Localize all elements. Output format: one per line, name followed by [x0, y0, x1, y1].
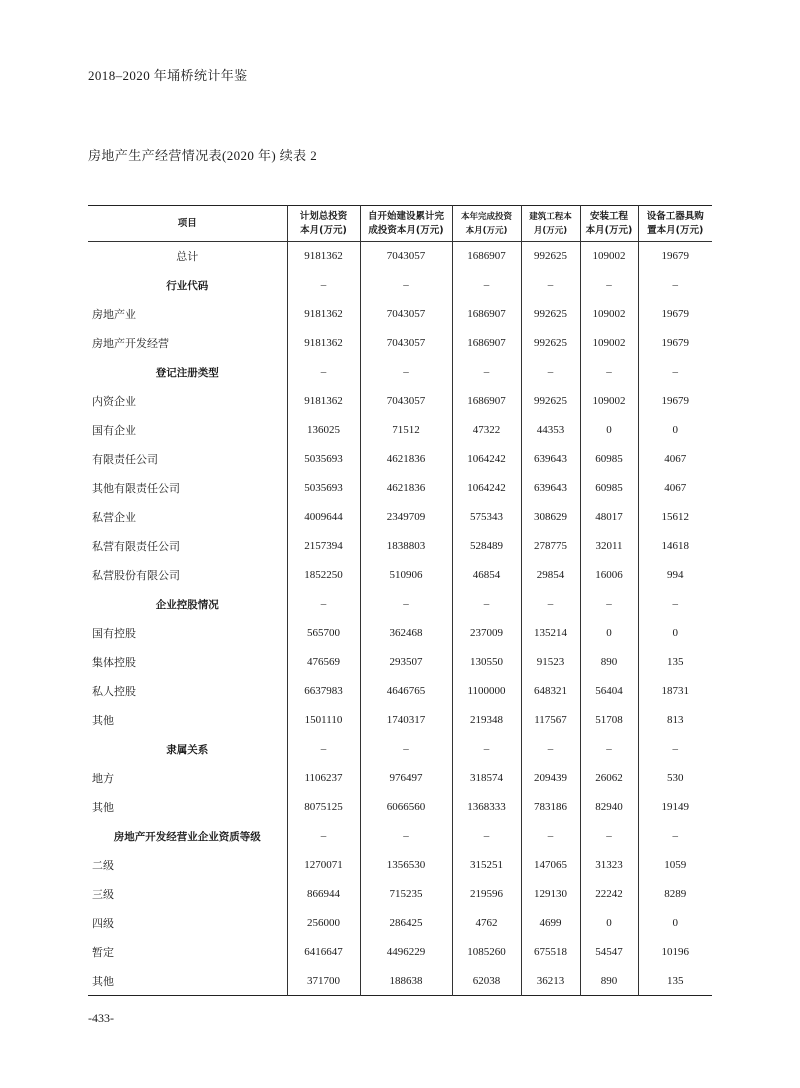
construction-works-cell: 36213 [521, 967, 580, 996]
installation-works-cell: 109002 [580, 300, 638, 329]
construction-works-cell: 209439 [521, 764, 580, 793]
row-label: 其他 [92, 975, 114, 988]
annual-completed-investment-cell: 1085260 [452, 938, 521, 967]
construction-works-cell: 278775 [521, 532, 580, 561]
table-row [88, 909, 712, 938]
annual-completed-investment-cell: 1368333 [452, 793, 521, 822]
equipment-purchase-cell: 4067 [638, 474, 712, 503]
annual-completed-investment-cell: – [452, 590, 521, 619]
annual-completed-investment-cell: 219348 [452, 706, 521, 735]
cumulative-completed-investment-cell: – [360, 735, 452, 764]
section-heading: 房地产开发经营业企业资质等级 [113, 830, 261, 843]
column-header-line: 自开始建设累计完 [367, 210, 444, 222]
cumulative-completed-investment-cell: 286425 [360, 909, 452, 938]
table-row [88, 764, 712, 793]
annual-completed-investment-cell: 62038 [452, 967, 521, 996]
planned-total-investment-cell: 866944 [287, 880, 360, 909]
cumulative-completed-investment-cell: – [360, 822, 452, 851]
construction-works-cell: 992625 [521, 329, 580, 358]
column-header-equipment-purchase [638, 206, 712, 242]
equipment-purchase-cell: 15612 [638, 503, 712, 532]
table-row [88, 851, 712, 880]
planned-total-investment-cell: – [287, 735, 360, 764]
table-row [88, 532, 712, 561]
column-header-cumulative-completed-investment [360, 206, 452, 242]
cumulative-completed-investment-cell: 4496229 [360, 938, 452, 967]
row-label: 国有企业 [92, 425, 136, 437]
construction-works-cell: 44353 [521, 416, 580, 445]
planned-total-investment-cell: 256000 [287, 909, 360, 938]
column-header-line: 本月(万元) [300, 224, 347, 236]
installation-works-cell: 51708 [580, 706, 638, 735]
planned-total-investment-cell: 1106237 [287, 764, 360, 793]
column-header-planned-total-investment [287, 206, 360, 242]
table-header [88, 206, 712, 242]
column-header-line: 设备工器具购 [646, 210, 704, 222]
column-header-line: 项目 [177, 217, 197, 229]
total-row [88, 242, 712, 271]
table-title: 房地产生产经营情况表(2020 年) 续表 2 [88, 148, 318, 163]
cumulative-completed-investment-cell: 7043057 [360, 300, 452, 329]
annual-completed-investment-cell: 237009 [452, 619, 521, 648]
cumulative-completed-investment-cell: 510906 [360, 561, 452, 590]
annual-completed-investment-cell: – [452, 822, 521, 851]
equipment-purchase-cell: 19679 [638, 300, 712, 329]
installation-works-cell: – [580, 735, 638, 764]
planned-total-investment-cell: – [287, 590, 360, 619]
installation-works-cell: 890 [580, 967, 638, 996]
cumulative-completed-investment-cell: 293507 [360, 648, 452, 677]
row-label: 有限责任公司 [92, 454, 158, 466]
row-label: 私人控股 [92, 686, 136, 698]
table-row [88, 300, 712, 329]
construction-works-cell: – [521, 271, 580, 300]
annual-completed-investment-cell: 318574 [452, 764, 521, 793]
installation-works-cell: – [580, 822, 638, 851]
annual-completed-investment-cell: 4762 [452, 909, 521, 938]
table-row [88, 561, 712, 590]
installation-works-cell: 54547 [580, 938, 638, 967]
planned-total-investment-cell: 2157394 [287, 532, 360, 561]
column-header-line: 安装工程 [589, 210, 628, 222]
construction-works-cell: – [521, 358, 580, 387]
annual-completed-investment-cell: 1686907 [452, 242, 521, 271]
equipment-purchase-cell: 8289 [638, 880, 712, 909]
equipment-purchase-cell: 135 [638, 967, 712, 996]
annual-completed-investment-cell: – [452, 271, 521, 300]
cumulative-completed-investment-cell: 1740317 [360, 706, 452, 735]
table-row [88, 387, 712, 416]
equipment-purchase-cell: 0 [638, 416, 712, 445]
construction-works-cell: 639643 [521, 445, 580, 474]
construction-works-cell: 992625 [521, 387, 580, 416]
cumulative-completed-investment-cell: – [360, 271, 452, 300]
construction-works-cell: 308629 [521, 503, 580, 532]
running-header: 2018–2020 年埇桥统计年鉴 [88, 68, 248, 83]
installation-works-cell: 82940 [580, 793, 638, 822]
construction-works-cell: 639643 [521, 474, 580, 503]
total-label: 总计 [176, 251, 199, 264]
column-header-line: 本月(万元) [465, 225, 508, 236]
planned-total-investment-cell: 9181362 [287, 242, 360, 271]
equipment-purchase-cell: – [638, 735, 712, 764]
planned-total-investment-cell: 6416647 [287, 938, 360, 967]
column-header-construction-works [521, 206, 580, 242]
row-label: 私营股份有限公司 [92, 570, 180, 582]
construction-works-cell: – [521, 590, 580, 619]
installation-works-cell: 109002 [580, 387, 638, 416]
table-row [88, 416, 712, 445]
column-header-annual-completed-investment [452, 206, 521, 242]
construction-works-cell: 783186 [521, 793, 580, 822]
table-body [88, 242, 712, 996]
planned-total-investment-cell: 1852250 [287, 561, 360, 590]
construction-works-cell: – [521, 822, 580, 851]
row-label: 地方 [92, 773, 114, 785]
table-row [88, 967, 712, 996]
cumulative-completed-investment-cell: 7043057 [360, 329, 452, 358]
construction-works-cell: 147065 [521, 851, 580, 880]
row-label: 私营企业 [92, 512, 136, 524]
table-row [88, 706, 712, 735]
cumulative-completed-investment-cell: 4646765 [360, 677, 452, 706]
planned-total-investment-cell: – [287, 358, 360, 387]
equipment-purchase-cell: 0 [638, 909, 712, 938]
installation-works-cell: 0 [580, 619, 638, 648]
planned-total-investment-cell: 565700 [287, 619, 360, 648]
row-label: 集体控股 [92, 657, 136, 669]
equipment-purchase-cell: 813 [638, 706, 712, 735]
annual-completed-investment-cell: 47322 [452, 416, 521, 445]
annual-completed-investment-cell: 1686907 [452, 329, 521, 358]
row-label: 内资企业 [92, 396, 136, 408]
equipment-purchase-cell: 994 [638, 561, 712, 590]
row-label: 其他 [92, 715, 114, 727]
annual-completed-investment-cell: 130550 [452, 648, 521, 677]
cumulative-completed-investment-cell: 715235 [360, 880, 452, 909]
column-header-item [88, 206, 287, 242]
construction-works-cell: 4699 [521, 909, 580, 938]
equipment-purchase-cell: 135 [638, 648, 712, 677]
cumulative-completed-investment-cell: 362468 [360, 619, 452, 648]
equipment-purchase-cell: 1059 [638, 851, 712, 880]
equipment-purchase-cell: 19679 [638, 242, 712, 271]
planned-total-investment-cell: 5035693 [287, 445, 360, 474]
installation-works-cell: 32011 [580, 532, 638, 561]
row-label: 其他 [92, 802, 114, 814]
table-row [88, 329, 712, 358]
table-row [88, 793, 712, 822]
annual-completed-investment-cell: 1686907 [452, 387, 521, 416]
cumulative-completed-investment-cell: 1838803 [360, 532, 452, 561]
planned-total-investment-cell: 9181362 [287, 329, 360, 358]
row-label: 私营有限责任公司 [92, 541, 180, 553]
installation-works-cell: 22242 [580, 880, 638, 909]
column-header-line: 成投资本月(万元) [368, 224, 444, 236]
row-label: 三级 [92, 889, 114, 901]
construction-works-cell: 91523 [521, 648, 580, 677]
table-row [88, 938, 712, 967]
section-heading: 行业代码 [166, 279, 209, 292]
cumulative-completed-investment-cell: 1356530 [360, 851, 452, 880]
equipment-purchase-cell: 10196 [638, 938, 712, 967]
construction-works-cell: 648321 [521, 677, 580, 706]
section-heading: 企业控股情况 [155, 598, 219, 611]
table-row [88, 445, 712, 474]
planned-total-investment-cell: 8075125 [287, 793, 360, 822]
equipment-purchase-cell: 14618 [638, 532, 712, 561]
equipment-purchase-cell: – [638, 590, 712, 619]
cumulative-completed-investment-cell: 7043057 [360, 387, 452, 416]
section-heading: 隶属关系 [166, 743, 209, 756]
column-header-line: 本年完成投资 [460, 211, 512, 222]
construction-works-cell: 135214 [521, 619, 580, 648]
cumulative-completed-investment-cell: 976497 [360, 764, 452, 793]
installation-works-cell: 26062 [580, 764, 638, 793]
row-label: 暂定 [92, 947, 114, 959]
cumulative-completed-investment-cell: 2349709 [360, 503, 452, 532]
annual-completed-investment-cell: 1100000 [452, 677, 521, 706]
planned-total-investment-cell: 5035693 [287, 474, 360, 503]
equipment-purchase-cell: 18731 [638, 677, 712, 706]
equipment-purchase-cell: 19149 [638, 793, 712, 822]
annual-completed-investment-cell: 1064242 [452, 474, 521, 503]
annual-completed-investment-cell: 1686907 [452, 300, 521, 329]
installation-works-cell: – [580, 590, 638, 619]
table-row [88, 677, 712, 706]
installation-works-cell: 48017 [580, 503, 638, 532]
section-heading-row [88, 271, 712, 300]
planned-total-investment-cell: 1501110 [287, 706, 360, 735]
installation-works-cell: – [580, 358, 638, 387]
equipment-purchase-cell: 19679 [638, 329, 712, 358]
section-heading-row [88, 358, 712, 387]
row-label: 二级 [92, 860, 114, 872]
annual-completed-investment-cell: 46854 [452, 561, 521, 590]
construction-works-cell: 675518 [521, 938, 580, 967]
equipment-purchase-cell: – [638, 822, 712, 851]
column-header-line: 月(万元) [533, 225, 568, 236]
row-label: 国有控股 [92, 628, 136, 640]
column-header-line: 计划总投资 [299, 210, 348, 222]
construction-works-cell: 117567 [521, 706, 580, 735]
annual-completed-investment-cell: 315251 [452, 851, 521, 880]
planned-total-investment-cell: 371700 [287, 967, 360, 996]
construction-works-cell: 992625 [521, 242, 580, 271]
column-header-installation-works [580, 206, 638, 242]
planned-total-investment-cell: 1270071 [287, 851, 360, 880]
cumulative-completed-investment-cell: – [360, 358, 452, 387]
row-label: 其他有限责任公司 [92, 483, 180, 495]
construction-works-cell: 129130 [521, 880, 580, 909]
annual-completed-investment-cell: 1064242 [452, 445, 521, 474]
planned-total-investment-cell: – [287, 822, 360, 851]
section-heading-row [88, 735, 712, 764]
annual-completed-investment-cell: 219596 [452, 880, 521, 909]
equipment-purchase-cell: – [638, 271, 712, 300]
equipment-purchase-cell: 4067 [638, 445, 712, 474]
installation-works-cell: 60985 [580, 445, 638, 474]
table-row [88, 880, 712, 909]
installation-works-cell: 56404 [580, 677, 638, 706]
table-row [88, 648, 712, 677]
planned-total-investment-cell: 476569 [287, 648, 360, 677]
table-row [88, 503, 712, 532]
planned-total-investment-cell: 6637983 [287, 677, 360, 706]
annual-completed-investment-cell: 528489 [452, 532, 521, 561]
installation-works-cell: 109002 [580, 329, 638, 358]
annual-completed-investment-cell: 575343 [452, 503, 521, 532]
section-heading-row [88, 590, 712, 619]
cumulative-completed-investment-cell: 4621836 [360, 474, 452, 503]
installation-works-cell: 0 [580, 909, 638, 938]
planned-total-investment-cell: 9181362 [287, 387, 360, 416]
equipment-purchase-cell: 19679 [638, 387, 712, 416]
row-label: 房地产开发经营 [92, 338, 169, 350]
cumulative-completed-investment-cell: 188638 [360, 967, 452, 996]
row-label: 四级 [92, 918, 114, 930]
row-label: 房地产业 [92, 309, 136, 321]
page-number: -433- [88, 1011, 114, 1025]
table-row [88, 619, 712, 648]
installation-works-cell: 16006 [580, 561, 638, 590]
construction-works-cell: 992625 [521, 300, 580, 329]
cumulative-completed-investment-cell: 71512 [360, 416, 452, 445]
installation-works-cell: 31323 [580, 851, 638, 880]
planned-total-investment-cell: 4009644 [287, 503, 360, 532]
cumulative-completed-investment-cell: – [360, 590, 452, 619]
column-header-line: 置本月(万元) [647, 224, 704, 236]
annual-completed-investment-cell: – [452, 735, 521, 764]
cumulative-completed-investment-cell: 4621836 [360, 445, 452, 474]
column-header-line: 建筑工程本 [529, 211, 572, 222]
construction-works-cell: 29854 [521, 561, 580, 590]
installation-works-cell: 0 [580, 416, 638, 445]
statistics-table [88, 205, 712, 996]
planned-total-investment-cell: – [287, 271, 360, 300]
installation-works-cell: 109002 [580, 242, 638, 271]
installation-works-cell: 890 [580, 648, 638, 677]
section-heading-row [88, 822, 712, 851]
table-header-row [88, 206, 712, 242]
equipment-purchase-cell: 0 [638, 619, 712, 648]
table-row [88, 474, 712, 503]
cumulative-completed-investment-cell: 6066560 [360, 793, 452, 822]
section-heading: 登记注册类型 [155, 366, 219, 379]
column-header-line: 本月(万元) [585, 224, 633, 236]
planned-total-investment-cell: 136025 [287, 416, 360, 445]
installation-works-cell: – [580, 271, 638, 300]
annual-completed-investment-cell: – [452, 358, 521, 387]
planned-total-investment-cell: 9181362 [287, 300, 360, 329]
cumulative-completed-investment-cell: 7043057 [360, 242, 452, 271]
equipment-purchase-cell: 530 [638, 764, 712, 793]
equipment-purchase-cell: – [638, 358, 712, 387]
installation-works-cell: 60985 [580, 474, 638, 503]
construction-works-cell: – [521, 735, 580, 764]
